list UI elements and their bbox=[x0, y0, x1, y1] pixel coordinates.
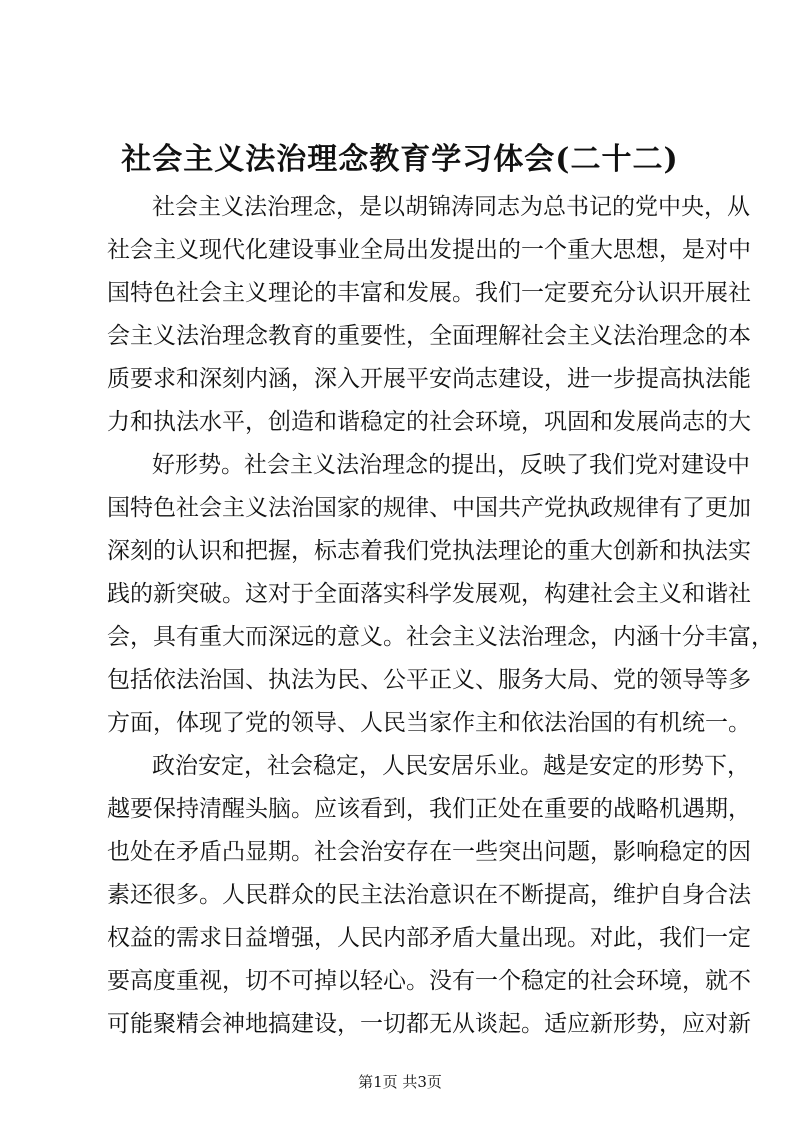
text-line: 素还很多。人民群众的民主法治意识在不断提高，维护自身合法 bbox=[107, 882, 751, 908]
text-line: 会主义法治理念教育的重要性，全面理解社会主义法治理念的本 bbox=[107, 323, 751, 349]
text-line: 越要保持清醒头脑。应该看到，我们正处在重要的战略机遇期， bbox=[107, 796, 751, 822]
text-line: 也处在矛盾凸显期。社会治安存在一些突出问题，影响稳定的因 bbox=[107, 839, 751, 865]
text-line: 可能聚精会神地搞建设，一切都无从谈起。适应新形势，应对新 bbox=[107, 1011, 751, 1037]
page-number-footer: 第1页 共3页 bbox=[358, 1073, 442, 1091]
document-title: 社会主义法治理念教育学习体会(二十二) bbox=[121, 142, 679, 177]
text-line: 政治安定，社会稳定，人民安居乐业。越是安定的形势下， bbox=[152, 753, 750, 779]
text-line: 社会主义法治理念，是以胡锦涛同志为总书记的党中央，从 bbox=[152, 194, 750, 220]
text-line: 包括依法治国、执法为民、公平正义、服务大局、党的领导等多 bbox=[107, 667, 751, 693]
text-line: 权益的需求日益增强，人民内部矛盾大量出现。对此，我们一定 bbox=[107, 925, 751, 951]
text-line: 方面，体现了党的领导、人民当家作主和依法治国的有机统一。 bbox=[107, 710, 751, 736]
text-line: 国特色社会主义法治国家的规律、中国共产党执政规律有了更加 bbox=[107, 495, 751, 521]
text-line: 好形势。社会主义法治理念的提出，反映了我们党对建设中 bbox=[152, 452, 750, 478]
text-line: 质要求和深刻内涵，深入开展平安尚志建设，进一步提高执法能 bbox=[107, 366, 751, 392]
text-line: 国特色社会主义理论的丰富和发展。我们一定要充分认识开展社 bbox=[107, 280, 751, 306]
text-line: 社会主义现代化建设事业全局出发提出的一个重大思想，是对中 bbox=[107, 237, 751, 263]
text-line: 要高度重视，切不可掉以轻心。没有一个稳定的社会环境，就不 bbox=[107, 968, 751, 994]
text-line: 力和执法水平，创造和谐稳定的社会环境，巩固和发展尚志的大 bbox=[107, 409, 751, 435]
text-line: 践的新突破。这对于全面落实科学发展观，构建社会主义和谐社 bbox=[107, 581, 751, 607]
text-line: 深刻的认识和把握，标志着我们党执法理论的重大创新和执法实 bbox=[107, 538, 751, 564]
text-line: 会，具有重大而深远的意义。社会主义法治理念，内涵十分丰富， bbox=[107, 624, 774, 650]
